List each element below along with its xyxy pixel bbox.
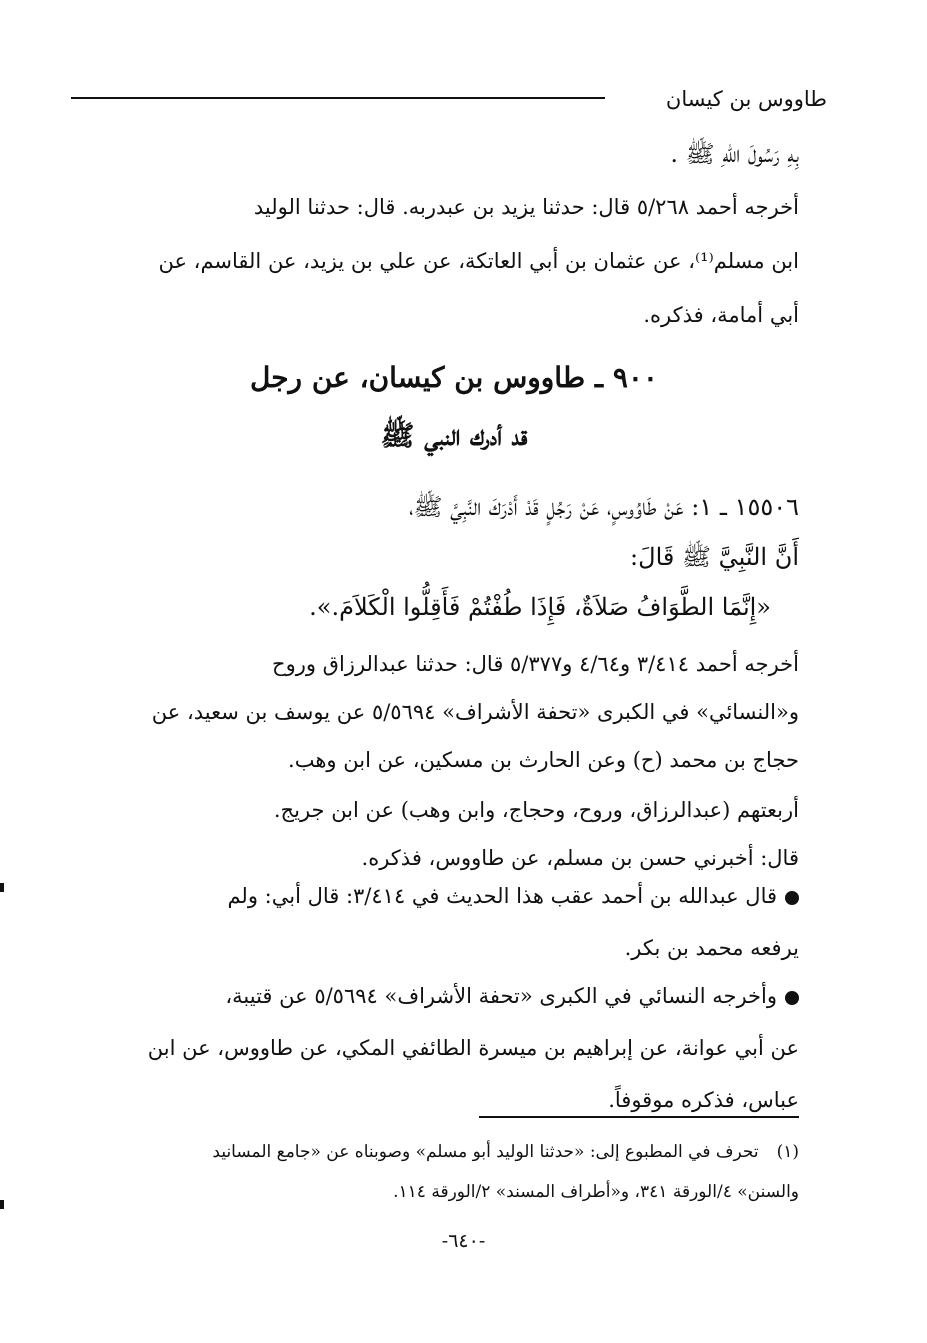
source-line: أخرجه أحمد ٣/٤١٤ و٤/٦٤ و٥/٣٧٧ قال: حدثنا عبدالرزاق وروح	[272, 652, 799, 676]
source-line: أخرجه أحمد ٥/٢٦٨ قال: حدثنا يزيد بن عبدربه. قال: حدثنا الوليد	[253, 195, 799, 219]
note-text: وأخرجه النسائي في الكبرى «تحفة الأشراف» ٥/٥٦٩٤ عن قتيبة،	[225, 984, 777, 1008]
footnote-line	[109, 1132, 799, 1172]
source-line: ابن مسلم⁽¹⁾، عن عثمان بن أبي العاتكة، عن علي بن يزيد، عن القاسم، عن	[158, 249, 799, 273]
commentary-note-1	[109, 870, 799, 974]
previous-hadith-source	[109, 180, 799, 342]
section-heading-line-2: قد أدرك النبي ﷺ	[380, 419, 528, 452]
footnote-number: (١)	[776, 1142, 799, 1162]
note-line: يرفعه محمد بن بكر.	[624, 936, 799, 960]
running-header	[101, 84, 827, 114]
note-line	[109, 870, 799, 922]
note-line: عباس، فذكره موقوفاً.	[608, 1088, 799, 1112]
continuation-line: بِهِ رَسُولَ اللهِ ﷺ .	[670, 140, 799, 168]
hadith-chain	[109, 786, 799, 882]
running-header-title: طاووس بن كيسان	[665, 87, 827, 111]
note-text: قال عبدالله بن أحمد عقب هذا الحديث في ٣/٤١٤: قال أبي: ولم	[227, 884, 777, 908]
scan-edge-mark	[0, 883, 4, 892]
hadith-line: أَنَّ النَّبِيَّ ﷺ قَالَ:	[630, 543, 799, 571]
chain-line: قال: أخبرني حسن بن مسلم، عن طاووس، فذكره.	[361, 846, 799, 870]
footnote	[109, 1132, 799, 1212]
chain-line: أربعتهم (عبدالرزاق، وروح، وحجاج، وابن وهب) عن ابن جريج.	[273, 798, 799, 822]
page-number: -٦٤٠-	[441, 1230, 486, 1252]
source-line: حجاج بن محمد (ح) وعن الحارث بن مسكين، عن ابن وهب.	[288, 748, 799, 772]
footnote-text: تحرف في المطبوع إلى: «حدثنا الوليد أبو مسلم» وصوبناه عن «جامع المسانيد	[212, 1142, 759, 1162]
bullet-icon	[785, 991, 799, 1005]
hadith-source	[109, 640, 799, 784]
commentary-note-2	[109, 970, 799, 1126]
note-line: عن أبي عوانة، عن إبراهيم بن ميسرة الطائفي المكي، عن طاووس، عن ابن	[147, 1036, 799, 1060]
note-line	[109, 970, 799, 1022]
hadith-quote-line: «إِنَّمَا الطَّوَافُ صَلاَةٌ، فَإِذَا طُفْتُمْ فَأَقِلُّوا الْكَلاَمَ.».	[309, 593, 771, 621]
section-heading-line-1: ٩٠٠ ـ طاووس بن كيسان، عن رجل	[250, 361, 658, 394]
hadith-text	[109, 482, 799, 632]
previous-hadith-continuation	[109, 128, 799, 180]
header-rule	[71, 97, 605, 99]
hadith-line: ١٥٥٠٦ ـ ١: عَنْ طَاوُوسٍ، عَنْ رَجُلٍ قَدْ أَدْرَكَ النَّبِيَّ ﷺ،	[408, 493, 799, 521]
source-line: أبي أمامة، فذكره.	[643, 303, 799, 327]
source-line: و«النسائي» في الكبرى «تحفة الأشراف» ٥/٥٦٩٤ عن يوسف بن سعيد، عن	[151, 700, 799, 724]
scan-edge-mark	[0, 1200, 4, 1209]
footnote-rule	[479, 1116, 799, 1118]
bullet-icon	[785, 891, 799, 905]
footnote-line: والسنن» ٤/الورقة ٣٤١، و«أطراف المسند» ٢/الورقة ١١٤.	[393, 1182, 799, 1202]
